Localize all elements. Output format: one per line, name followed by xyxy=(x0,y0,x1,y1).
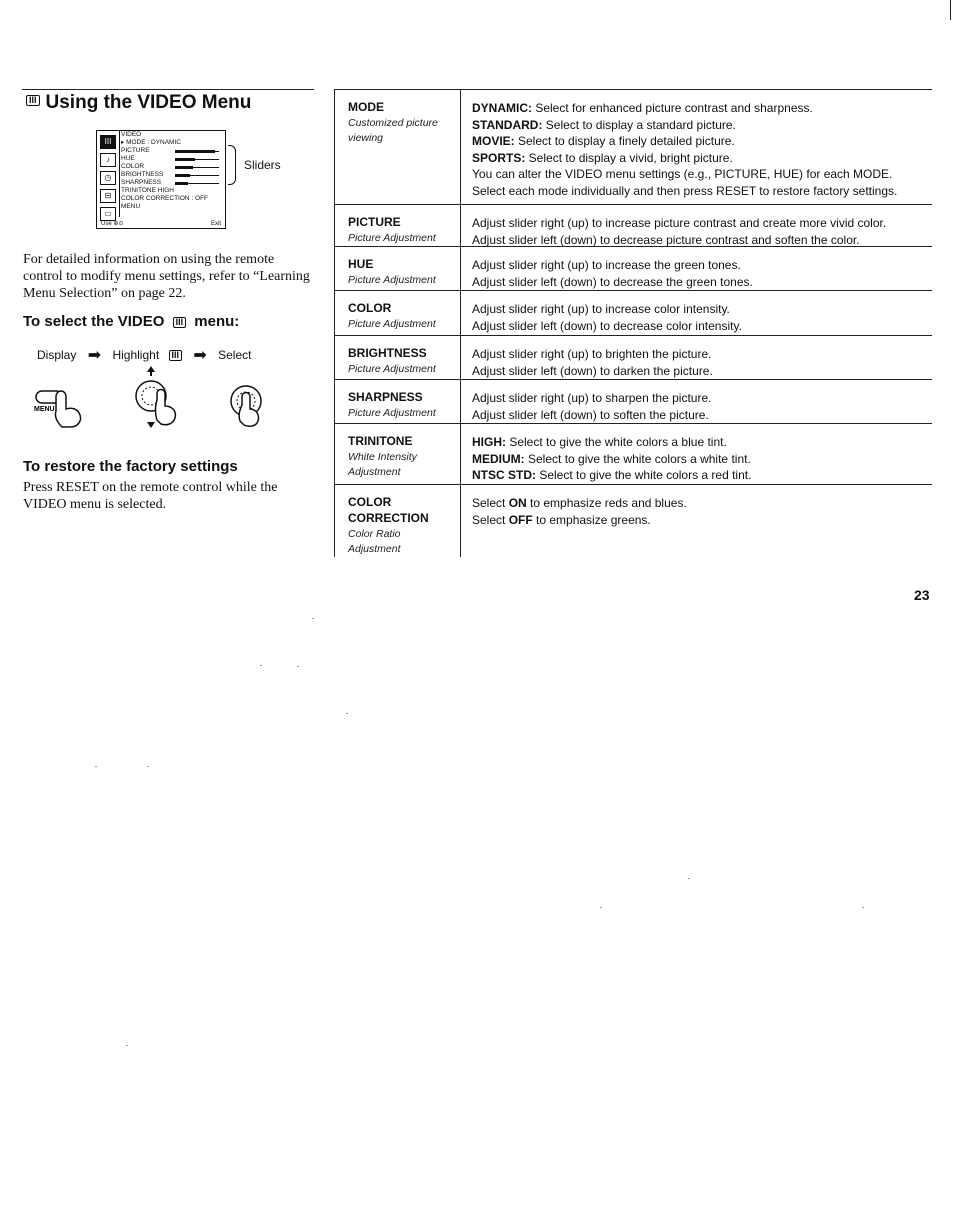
setting-subtitle: Picture Adjustment xyxy=(348,318,436,330)
video-menu-screen-illustration xyxy=(96,130,226,229)
description-text: Select to give the white colors a blue tint. xyxy=(506,435,727,449)
description-line xyxy=(472,166,927,183)
setting-subtitle: White Intensity Adjustment xyxy=(348,451,417,478)
page-number: 23 xyxy=(914,587,930,603)
option-label: MOVIE: xyxy=(472,134,515,148)
menu-screen-line-text: COLOR xyxy=(121,163,145,170)
menu-screen-line-text: PICTURE xyxy=(121,147,150,154)
detail-paragraph: For detailed information on using the remote control to modify menu settings, refer to “Learning Menu Selection” on page 22. xyxy=(23,252,310,301)
table-row-rule xyxy=(334,379,932,380)
description-text: to emphasize reds and blues. xyxy=(526,496,687,510)
menu-screen-line-text: MENU xyxy=(121,203,141,210)
table-left-border xyxy=(334,89,335,557)
description-text: Select to give the white colors a red tint. xyxy=(536,468,752,482)
joystick-select-icon xyxy=(228,381,268,429)
flow-step-select: Select xyxy=(218,348,252,362)
menu-screen-line xyxy=(121,163,208,171)
option-value: OFF xyxy=(508,512,533,527)
menu-screen-line-text: HUE xyxy=(121,155,135,162)
menu-screen-line-text: COLOR CORRECTION : OFF xyxy=(121,195,209,202)
description-line xyxy=(472,183,927,200)
description-text: Adjust slider right (up) to increase the green tones. xyxy=(472,258,741,272)
description-line xyxy=(472,434,927,451)
restore-factory-heading: To restore the factory settings xyxy=(23,458,238,475)
table-middle-border xyxy=(460,89,461,557)
audio-tab-icon: ♪ xyxy=(100,153,116,167)
menu-side-icons xyxy=(97,131,120,217)
description-text: Adjust slider left (down) to decrease color intensity. xyxy=(472,318,742,333)
description-line xyxy=(472,451,927,468)
description-text: Select to display a finely detailed picture. xyxy=(514,134,735,148)
menu-screen-line-text: BRIGHTNESS xyxy=(121,171,164,178)
description-text: Select xyxy=(472,512,509,527)
description-text: to emphasize greens. xyxy=(532,512,651,527)
select-video-heading-end: menu: xyxy=(194,313,240,330)
description-line xyxy=(472,150,927,167)
option-label: NTSC STD: xyxy=(472,468,536,482)
setting-subtitle: Picture Adjustment xyxy=(348,363,436,375)
description-line xyxy=(472,117,927,134)
setting-description xyxy=(472,346,927,379)
menu-lines xyxy=(121,131,208,211)
menu-screen-line xyxy=(121,131,208,139)
video-tab-icon: III xyxy=(100,135,116,149)
description-text: Adjust slider left (down) to soften the picture. xyxy=(472,407,709,422)
menu-screen-line xyxy=(121,139,208,147)
description-line xyxy=(472,274,927,291)
description-text: Adjust slider left (down) to darken the picture. xyxy=(472,363,713,378)
menu-screen-line xyxy=(121,171,208,179)
menu-screen-line-text: SHARPNESS xyxy=(121,179,162,186)
setting-name: COLOR CORRECTION xyxy=(348,495,429,525)
timer-tab-icon: ◷ xyxy=(100,171,116,185)
setting-name: HUE xyxy=(348,257,374,271)
description-text: Select to give the white colors a white tint. xyxy=(524,451,751,466)
menu-screen-line xyxy=(121,187,208,195)
section-title-text: Using the VIDEO Menu xyxy=(45,92,252,113)
description-line xyxy=(472,301,927,318)
menu-button-press-icon xyxy=(32,383,92,429)
setting-description xyxy=(472,215,927,248)
table-row-rule xyxy=(334,290,932,291)
description-text: You can alter the VIDEO menu settings (e.g., PICTURE, HUE) for each MODE. xyxy=(472,167,893,181)
description-line xyxy=(472,390,927,407)
table-row-rule xyxy=(334,484,932,485)
setup-tab-icon: ▭ xyxy=(100,207,116,221)
sliders-label: Sliders xyxy=(244,158,281,172)
description-text: Select each mode individually and then press RESET to restore factory settings. xyxy=(472,183,898,198)
option-label: SPORTS: xyxy=(472,150,526,165)
table-row-rule xyxy=(334,246,932,247)
table-row-rule xyxy=(334,423,932,424)
menu-footer-exit: Exit xyxy=(210,221,221,227)
description-text: Adjust slider right (up) to increase color intensity. xyxy=(472,302,730,316)
description-text: Select for enhanced picture contrast and sharpness. xyxy=(532,101,813,115)
description-text: Select xyxy=(472,496,509,510)
description-text: Adjust slider right (up) to brighten the picture. xyxy=(472,347,712,361)
video-menu-icon: III xyxy=(26,95,40,106)
setting-subtitle: Customized picture viewing xyxy=(348,117,438,144)
option-label: MEDIUM: xyxy=(472,451,525,466)
setting-name: BRIGHTNESS xyxy=(348,346,427,360)
menu-screen-line xyxy=(121,155,208,163)
arrow-right-icon: ➡ xyxy=(193,347,207,364)
title-rule xyxy=(22,89,314,90)
menu-button-label: MENU xyxy=(34,406,55,413)
select-video-heading-text: To select the VIDEO xyxy=(23,313,165,330)
flow-step-display: Display xyxy=(37,348,77,362)
setting-description xyxy=(472,390,927,423)
slider-fill xyxy=(175,182,188,185)
setting-name: SHARPNESS xyxy=(348,390,423,404)
option-label: HIGH: xyxy=(472,435,506,449)
select-video-heading xyxy=(23,313,239,330)
setting-description xyxy=(472,495,927,528)
menu-footer xyxy=(101,220,221,227)
description-line xyxy=(472,100,927,117)
description-text: Select to display a vivid, bright picture. xyxy=(525,150,733,165)
video-menu-icon: III xyxy=(173,317,187,328)
description-line xyxy=(472,495,927,512)
setting-name: TRINITONE xyxy=(348,434,413,448)
description-line xyxy=(472,346,927,363)
table-row-rule xyxy=(334,89,932,90)
sliders-brace xyxy=(228,145,236,185)
description-line xyxy=(472,133,927,150)
description-text: Adjust slider left (down) to decrease the green tones. xyxy=(472,274,753,289)
description-text: Adjust slider right (up) to sharpen the picture. xyxy=(472,391,712,405)
menu-screen-line xyxy=(121,203,208,211)
setting-subtitle: Picture Adjustment xyxy=(348,232,436,244)
description-text: Adjust slider left (down) to decrease picture contrast and soften the color. xyxy=(472,232,860,247)
restore-paragraph: Press RESET on the remote control while the VIDEO menu is selected. xyxy=(23,480,278,512)
description-line xyxy=(472,512,927,529)
table-row-rule xyxy=(334,335,932,336)
menu-footer-use: Use ⊕⊙ xyxy=(101,221,124,227)
option-label: STANDARD: xyxy=(472,117,543,132)
video-menu-icon: III xyxy=(169,350,183,361)
joystick-highlight-icon xyxy=(133,366,181,430)
selection-flow xyxy=(37,345,251,365)
setting-name: PICTURE xyxy=(348,215,401,229)
arrow-right-icon: ➡ xyxy=(87,347,102,364)
setting-subtitle: Picture Adjustment xyxy=(348,407,436,419)
page-edge-mark xyxy=(950,0,951,20)
menu-screen-line-text: TRINITONE HIGH xyxy=(121,187,174,194)
channel-tab-icon: ⊟ xyxy=(100,189,116,203)
setting-subtitle: Picture Adjustment xyxy=(348,274,436,286)
menu-screen-line xyxy=(121,179,208,187)
description-text: Select to display a standard picture. xyxy=(542,117,736,132)
menu-screen-line xyxy=(121,147,208,155)
setting-name: COLOR xyxy=(348,301,392,315)
setting-description xyxy=(472,100,927,199)
setting-subtitle: Color Ratio Adjustment xyxy=(348,528,401,555)
description-line xyxy=(472,257,927,274)
menu-screen-line xyxy=(121,195,208,203)
section-title xyxy=(26,92,251,114)
menu-screen-line-text: ▸ MODE : DYNAMIC xyxy=(121,139,181,146)
slider-fill xyxy=(175,166,193,169)
slider-fill xyxy=(175,158,195,161)
table-row-rule xyxy=(334,204,932,205)
description-line xyxy=(472,318,927,335)
description-text: Adjust slider right (up) to increase picture contrast and create more vivid color. xyxy=(472,216,887,230)
setting-name: MODE xyxy=(348,100,384,114)
flow-step-highlight: Highlight xyxy=(112,348,160,362)
menu-screen-line-text: VIDEO xyxy=(121,131,142,138)
description-line xyxy=(472,467,927,484)
description-line xyxy=(472,215,927,232)
slider-fill xyxy=(175,174,190,177)
option-label: DYNAMIC: xyxy=(472,101,532,115)
description-line xyxy=(472,363,927,380)
slider-fill xyxy=(175,150,215,153)
description-line xyxy=(472,407,927,424)
setting-description xyxy=(472,434,927,484)
option-value: ON xyxy=(508,496,527,510)
setting-description xyxy=(472,257,927,290)
setting-description xyxy=(472,301,927,334)
